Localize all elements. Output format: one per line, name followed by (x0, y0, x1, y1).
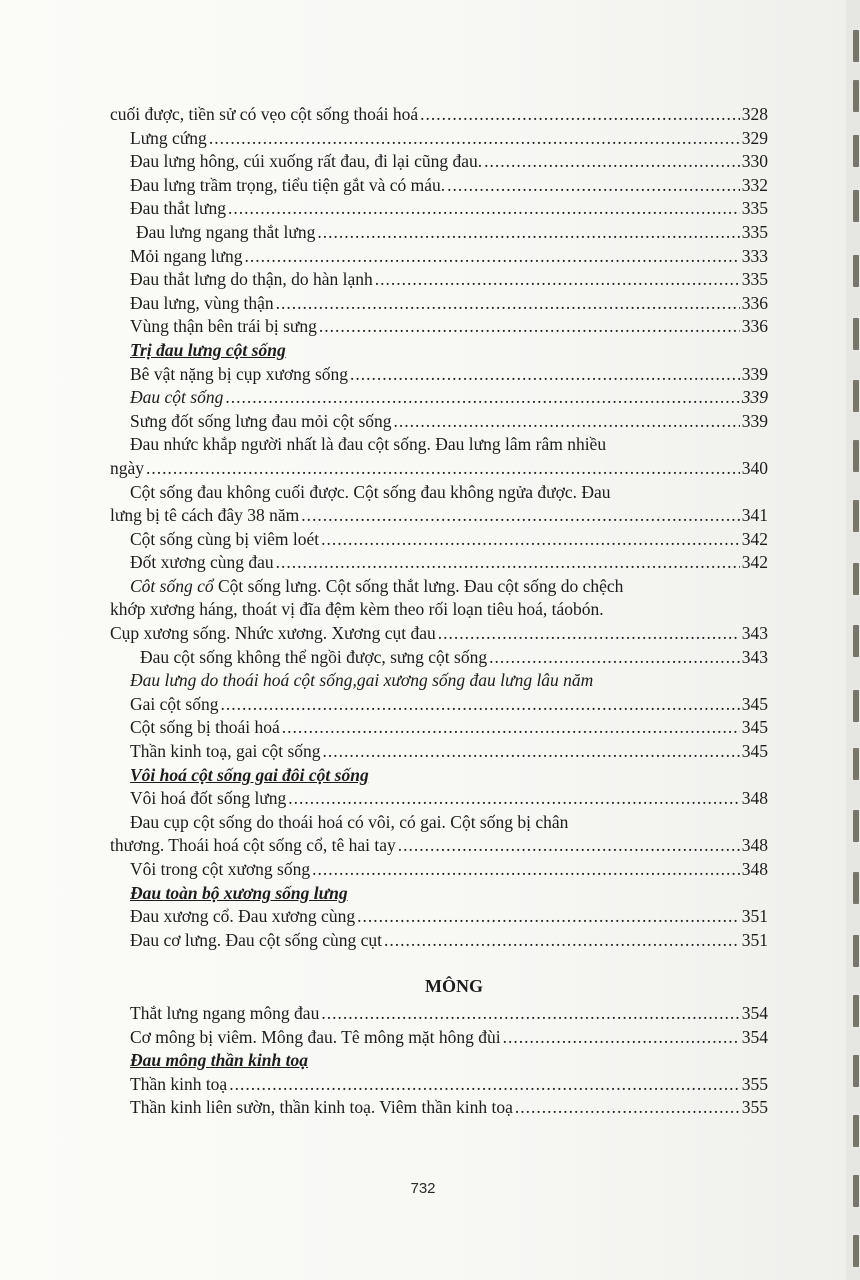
toc-entry-title: Thắt lưng ngang mông đau (130, 1002, 320, 1023)
dot-leader (357, 908, 740, 926)
toc-entry (110, 198, 768, 222)
toc-entry-page: 341 (741, 505, 768, 526)
toc-entry (110, 104, 768, 128)
index-tab[interactable] (853, 380, 859, 412)
toc-italic-line: Đau lưng do thoái hoá cột sống,gai xương sống đau lưng lâu năm (130, 670, 594, 691)
toc-paragraph-line (110, 576, 768, 600)
dot-leader (375, 271, 740, 289)
toc-entry (110, 741, 768, 765)
toc-entry-title: Vôi trong cột xương sống (130, 859, 311, 879)
dot-leader (220, 696, 739, 714)
toc-entry-title: Gai cột sống (130, 693, 219, 714)
toc-entry (110, 859, 768, 883)
index-tab[interactable] (853, 625, 859, 657)
toc-block-3 (110, 529, 768, 576)
page-number: 732 (410, 1180, 436, 1197)
toc-entry-title: cuối được, tiền sử có vẹo cột sống thoái hoá (110, 104, 419, 124)
toc-entry (110, 930, 768, 954)
dot-leader (288, 790, 739, 808)
toc-entry-page: 348 (741, 835, 768, 856)
toc-heading: Trị đau lưng cột sống (130, 339, 286, 360)
dot-leader (245, 248, 740, 266)
dot-leader (323, 743, 740, 761)
toc-entry (110, 222, 768, 246)
index-tabs-edge (846, 0, 860, 1280)
index-tab[interactable] (853, 563, 859, 595)
toc-entry-title: Đau lưng, vùng thận (130, 292, 274, 313)
toc-entry-title: Thần kinh liên sườn, thần kinh toạ. Viêm thần kinh toạ (130, 1097, 513, 1118)
dot-leader (438, 625, 740, 643)
toc-heading: Vôi hoá cột sống gai đôi cột sống (130, 764, 369, 785)
index-tab[interactable] (853, 255, 859, 287)
index-tab[interactable] (853, 1055, 859, 1087)
toc-entry-page: 354 (741, 1002, 768, 1023)
dot-leader (225, 389, 739, 407)
toc-entry-page: 348 (741, 859, 768, 879)
dot-leader (321, 1005, 739, 1023)
toc-block-5 (110, 694, 768, 765)
toc-entry-page: 333 (741, 245, 768, 266)
toc-block-9 (110, 1003, 768, 1050)
index-tab[interactable] (853, 995, 859, 1027)
toc-entry (110, 458, 768, 482)
index-tab[interactable] (853, 440, 859, 472)
toc-paragraph-line: khớp xương háng, thoát vị đĩa đệm kèm theo rối loạn tiêu hoá, táobón. (110, 599, 604, 620)
dot-leader (484, 153, 740, 171)
toc-entry-page: 335 (741, 198, 768, 219)
toc-entry-title: Lưng cứng (130, 127, 207, 148)
section-title: MÔNG (425, 976, 483, 997)
toc-entry (110, 387, 768, 411)
toc-entry-title: ngày (110, 457, 145, 478)
toc-heading: Đau toàn bộ xương sống lưng (130, 882, 348, 903)
toc-entry (110, 906, 768, 930)
index-tab[interactable] (853, 135, 859, 167)
toc-entry-title: Đau cột sống (130, 387, 224, 408)
toc-entry-page: 354 (741, 1026, 768, 1047)
dot-leader (317, 224, 739, 242)
toc-entry-title: Đau lưng hông, cúi xuống rất đau, đi lại cũng đau. (130, 151, 483, 172)
toc-entry-page: 329 (741, 127, 768, 148)
toc-entry-title: Cơ mông bị viêm. Mông đau. Tê mông mặt hông đùi (130, 1026, 501, 1047)
toc-italic-topic: Côt sống cổ (130, 575, 214, 596)
dot-leader (146, 460, 740, 478)
toc-entry-page: 342 (741, 552, 768, 573)
toc-entry (110, 151, 768, 175)
index-tab[interactable] (853, 1115, 859, 1147)
index-tab[interactable] (853, 500, 859, 532)
toc-entry (110, 269, 768, 293)
toc-entry-title: Đau cơ lưng. Đau cột sống cùng cụt (130, 929, 383, 950)
toc-entry-page: 355 (741, 1073, 768, 1094)
toc-entry-page: 343 (741, 623, 768, 644)
toc-entry-page: 332 (741, 174, 768, 195)
toc-entry (110, 505, 768, 529)
toc-entry-title: lưng bị tê cách đây 38 năm (110, 505, 300, 526)
toc-entry (110, 694, 768, 718)
toc-entry-page: 351 (741, 929, 768, 950)
index-tab[interactable] (853, 80, 859, 112)
toc-entry (110, 128, 768, 152)
dot-leader (276, 554, 740, 572)
toc-entry-title: Đau thắt lưng (130, 198, 226, 219)
toc-entry-page: 355 (741, 1097, 768, 1118)
toc-paragraph-line: Cột sống đau không cuối được. Cột sống đau không ngửa được. Đau (130, 481, 611, 502)
toc-entry (110, 835, 768, 859)
toc-entry-page: 336 (741, 292, 768, 313)
toc-paragraph-line: Đau nhức khắp người nhất là đau cột sống. Đau lưng lâm râm nhiều (130, 434, 607, 455)
dot-leader (503, 1029, 740, 1047)
toc-entry (110, 552, 768, 576)
index-tab[interactable] (853, 935, 859, 967)
toc-paragraph-line: Đau cụp cột sống do thoái hoá có vôi, có gai. Cột sống bị chân (130, 811, 569, 832)
toc-entry-page: 351 (741, 906, 768, 927)
toc-entry-page: 336 (741, 316, 768, 337)
dot-leader (394, 413, 740, 431)
index-tab[interactable] (853, 318, 859, 350)
toc-entry-page: 348 (741, 788, 768, 809)
dot-leader (229, 1076, 740, 1094)
dot-leader (312, 861, 740, 879)
dot-leader (489, 649, 740, 667)
index-tab[interactable] (853, 690, 859, 722)
toc-entry (110, 529, 768, 553)
index-tab[interactable] (853, 190, 859, 222)
toc-entry-page: 339 (741, 363, 768, 384)
toc-block-1 (110, 104, 768, 340)
toc-entry-title: Cụp xương sống. Nhức xương. Xương cụt đau (110, 623, 436, 644)
toc-entry-page: 342 (741, 528, 768, 549)
toc-paragraph-text: Cột sống lưng. Cột sống thắt lưng. Đau cột sống do chệch (213, 575, 624, 596)
toc-entry-title: Thần kinh toạ (130, 1073, 228, 1094)
dot-leader (515, 1099, 740, 1117)
toc-entry-page: 328 (741, 104, 768, 124)
toc-entry-title: Đau thắt lưng do thận, do hàn lạnh (130, 269, 373, 290)
dot-leader (398, 837, 740, 855)
toc-entry (110, 246, 768, 270)
toc-entry-title: Thần kinh toạ, gai cột sống (130, 741, 321, 762)
toc-entry (110, 623, 768, 647)
toc-entry-page: 339 (741, 387, 768, 408)
toc-block-8 (110, 906, 768, 953)
toc-entry (110, 717, 768, 741)
toc-heading: Đau mông thần kinh toạ (130, 1050, 308, 1071)
toc-entry (110, 1074, 768, 1098)
toc-entry-page: 345 (741, 693, 768, 714)
toc-block-6 (110, 788, 768, 812)
toc-entry-title: Đau lưng ngang thắt lưng (136, 221, 316, 242)
toc-entry-title: Đau cột sống không thể ngồi được, sưng cột sống (140, 646, 488, 667)
dot-leader (420, 106, 740, 124)
toc-entry-title: Sưng đốt sống lưng đau mỏi cột sống (130, 410, 392, 431)
toc-entry-page: 345 (741, 717, 768, 738)
index-tab[interactable] (853, 1235, 859, 1267)
toc-block-10 (110, 1074, 768, 1121)
toc-block-7 (110, 859, 768, 883)
dot-leader (282, 719, 740, 737)
toc-entry-title: Đau xương cổ. Đau xương cùng (130, 906, 356, 927)
dot-leader (209, 130, 740, 148)
toc-entry (110, 316, 768, 340)
toc-entry-page: 345 (741, 741, 768, 762)
toc-entry (110, 293, 768, 317)
toc-entry-page: 335 (741, 221, 768, 242)
toc-entry (110, 411, 768, 435)
toc-entry-page: 340 (741, 457, 768, 478)
dot-leader (447, 177, 740, 195)
toc-entry (110, 175, 768, 199)
toc-entry-title: Mỏi ngang lưng (130, 245, 243, 266)
dot-leader (276, 295, 740, 313)
toc-entry-title: thương. Thoái hoá cột sống cổ, tê hai tay (110, 835, 396, 856)
index-tab[interactable] (853, 748, 859, 780)
index-tab[interactable] (853, 872, 859, 904)
dot-leader (301, 507, 739, 525)
toc-entry-title: Đốt xương cùng đau (130, 552, 274, 573)
toc-entry-title: Cột sống bị thoái hoá (130, 717, 280, 738)
dot-leader (321, 531, 740, 549)
toc-block-4 (110, 647, 768, 671)
toc-entry (110, 1003, 768, 1027)
table-of-contents (110, 104, 768, 1121)
toc-entry-title: Vùng thận bên trái bị sưng (130, 316, 317, 337)
dot-leader (384, 932, 740, 950)
index-tab[interactable] (853, 810, 859, 842)
toc-entry-page: 335 (741, 269, 768, 290)
toc-entry-title: Bê vật nặng bị cụp xương sống (130, 363, 349, 384)
dot-leader (228, 200, 740, 218)
toc-entry-title: Đau lưng trầm trọng, tiểu tiện gắt và có máu. (130, 174, 446, 195)
index-tab[interactable] (853, 30, 859, 62)
toc-entry (110, 647, 768, 671)
toc-entry-page: 343 (741, 646, 768, 667)
toc-entry (110, 364, 768, 388)
dot-leader (350, 366, 740, 384)
toc-entry (110, 1027, 768, 1051)
dot-leader (319, 318, 740, 336)
toc-entry-title: Vôi hoá đốt sống lưng (130, 788, 287, 809)
toc-block-2 (110, 364, 768, 435)
toc-entry-page: 330 (741, 151, 768, 172)
toc-entry-page: 339 (741, 410, 768, 431)
toc-entry (110, 788, 768, 812)
toc-entry (110, 1097, 768, 1121)
index-tab[interactable] (853, 1175, 859, 1207)
toc-entry-title: Cột sống cùng bị viêm loét (130, 528, 320, 549)
